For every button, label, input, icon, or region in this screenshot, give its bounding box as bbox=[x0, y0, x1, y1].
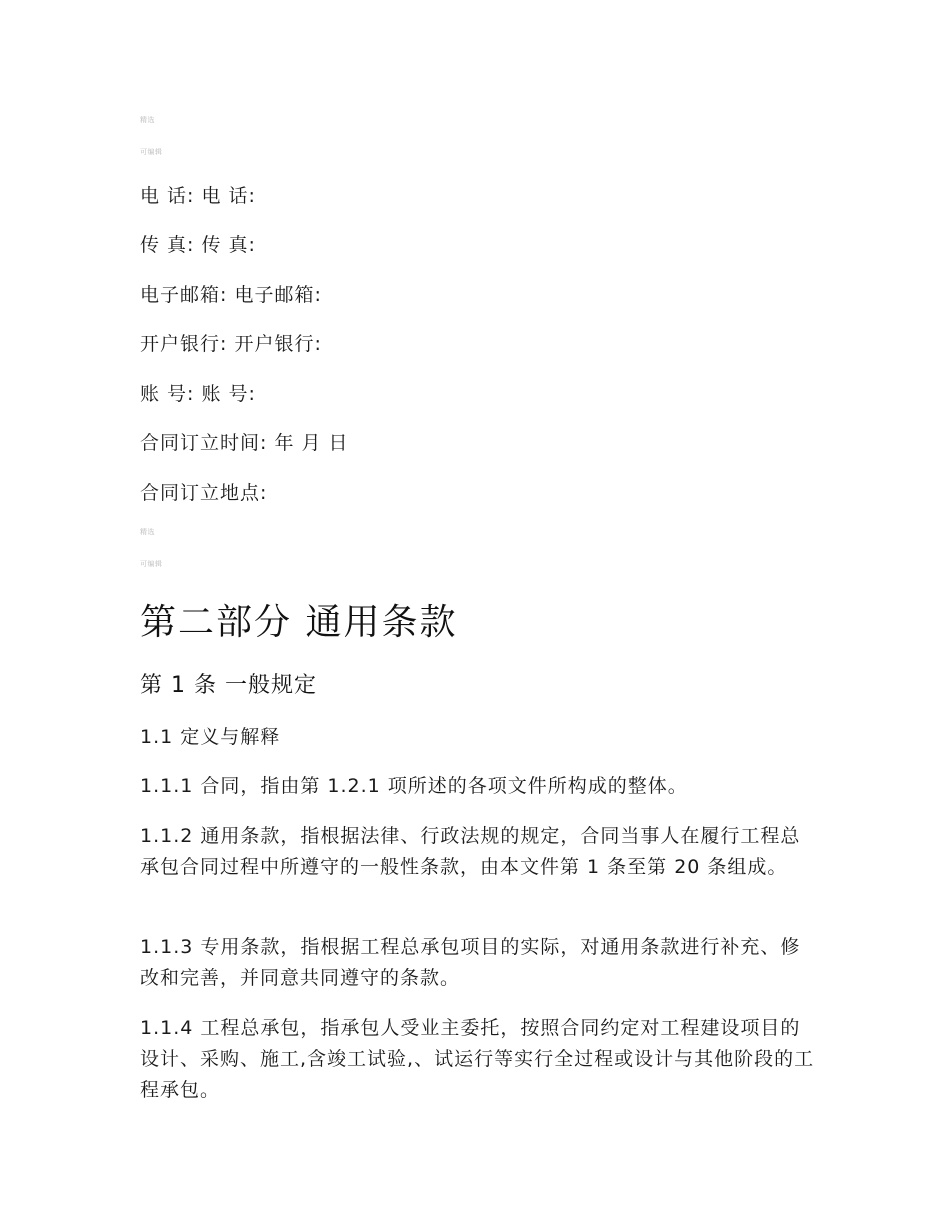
clause-1-1-4: 1.1.4 工程总承包，指承包人受业主委托，按照合同约定对工程建设项目的设计、采购、施工,含竣工试验,、试运行等实行全过程或设计与其他阶段的工程承包。 bbox=[140, 1017, 815, 1101]
field-phone: 电 话: 电 话: bbox=[140, 185, 256, 207]
field-contract-date: 合同订立时间: 年 月 日 bbox=[140, 432, 349, 454]
field-contract-place: 合同订立地点: bbox=[140, 482, 268, 504]
field-account: 账 号: 账 号: bbox=[140, 383, 256, 405]
watermark-mark: 精选 bbox=[140, 528, 155, 536]
watermark-mark: 可编辑 bbox=[140, 560, 163, 568]
field-fax: 传 真: 传 真: bbox=[140, 234, 256, 256]
watermark-mark: 可编辑 bbox=[140, 148, 163, 156]
clause-1-1-2: 1.1.2 通用条款，指根据法律、行政法规的规定，合同当事人在履行工程总承包合同过程中所遵守的一般性条款，由本文件第 1 条至第 20 条组成。 bbox=[140, 825, 801, 878]
section-title: 第二部分 通用条款 bbox=[140, 602, 458, 643]
field-bank: 开户银行: 开户银行: bbox=[140, 333, 322, 355]
watermark-mark: 精选 bbox=[140, 116, 155, 124]
subsection-title: 1.1 定义与解释 bbox=[140, 726, 281, 748]
clause-1-1-1: 1.1.1 合同，指由第 1.2.1 项所述的各项文件所构成的整体。 bbox=[140, 775, 688, 797]
field-email: 电子邮箱: 电子邮箱: bbox=[140, 284, 322, 306]
article-title: 第 1 条 一般规定 bbox=[140, 673, 317, 698]
clause-1-1-3: 1.1.3 专用条款，指根据工程总承包项目的实际，对通用条款进行补充、修改和完善，并同意共同遵守的条款。 bbox=[140, 936, 801, 989]
